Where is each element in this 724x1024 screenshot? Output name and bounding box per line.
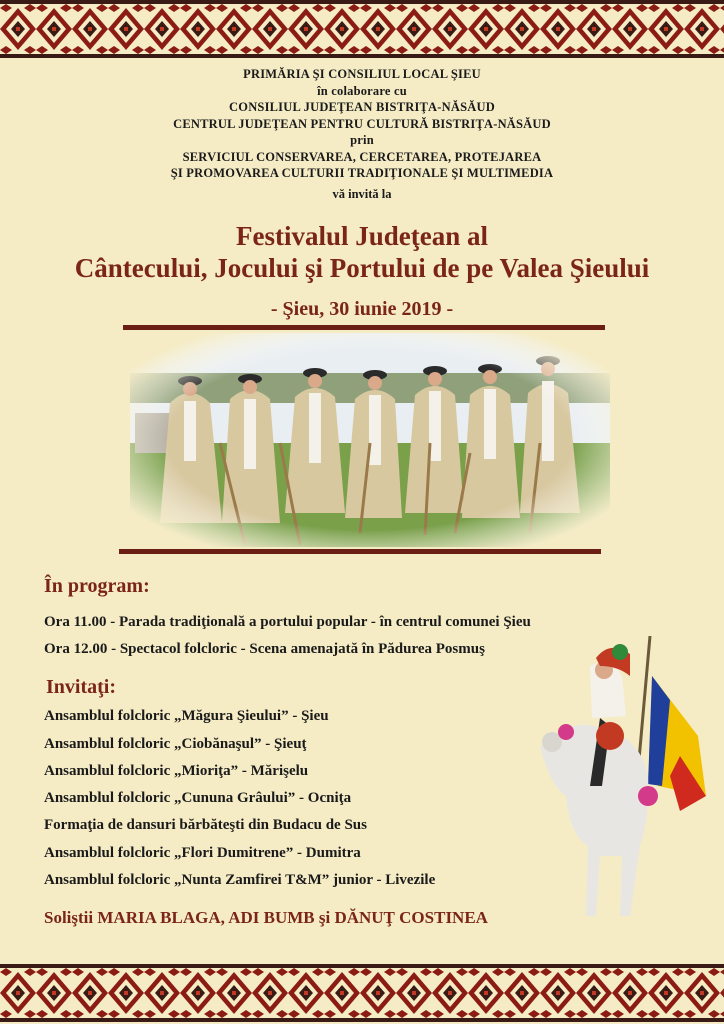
divider-top [123, 325, 605, 330]
group-photo [130, 333, 610, 547]
guests-heading: Invitaţi: [46, 676, 116, 698]
organizer-line: CENTRUL JUDEŢEAN PENTRU CULTURĂ BISTRIŢA-NĂSĂUD [173, 116, 551, 131]
rider-on-horse-image [530, 636, 710, 926]
event-date: - Şieu, 30 iunie 2019 - [270, 298, 454, 320]
guest-item: Ansamblul folcloric „Mioriţa” - Mărişelu [44, 763, 309, 779]
title-line-2: Cântecului, Jocului şi Portului de pe Valea Şieului [74, 253, 650, 283]
divider-bottom [119, 549, 601, 554]
guest-item: Ansamblul folcloric „Măgura Şieului” - Şieu [44, 708, 329, 724]
title-line-1: Festivalul Judeţean al [235, 221, 488, 251]
organizer-line: prin [350, 133, 374, 147]
organizer-line: CONSILIUL JUDEŢEAN BISTRIŢA-NĂSĂUD [229, 100, 495, 114]
program-item: Ora 12.00 - Spectacol folcloric - Scena amenajată în Pădurea Posmuş [44, 641, 485, 657]
guest-item: Ansamblul folcloric „Ciobănaşul” - Şieuţ [44, 736, 307, 752]
guest-item: Formaţia de dansuri bărbăteşti din Budacu de Sus [44, 817, 367, 833]
guest-item: Ansamblul folcloric „Flori Dumitrene” - Dumitra [44, 845, 361, 861]
invite-line: vă invită la [332, 187, 392, 201]
guest-item: Ansamblul folcloric „Nunta Zamfirei T&M” junior - Livezile [44, 872, 436, 888]
program-heading: În program: [44, 575, 150, 597]
bottom-ornamental-border [0, 964, 724, 1022]
soloists-line: Soliştii MARIA BLAGA, ADI BUMB şi DĂNUŢ COSTINEA [44, 908, 488, 927]
guest-item: Ansamblul folcloric „Cununa Grâului” - Ocniţa [44, 790, 352, 806]
festival-title [0, 220, 724, 284]
organizer-line: în colaborare cu [317, 83, 407, 98]
top-ornamental-border [0, 0, 724, 58]
organizer-line: PRIMĂRIA ŞI CONSILIUL LOCAL ŞIEU [243, 67, 481, 81]
program-item: Ora 11.00 - Parada tradiţională a portului popular - în centrul comunei Şieu [44, 614, 531, 630]
organizer-line: SERVICIUL CONSERVAREA, CERCETAREA, PROTEJAREA [182, 149, 542, 164]
organizers-block [0, 66, 724, 182]
organizer-line: ŞI PROMOVAREA CULTURII TRADIŢIONALE ŞI MULTIMEDIA [170, 166, 554, 180]
